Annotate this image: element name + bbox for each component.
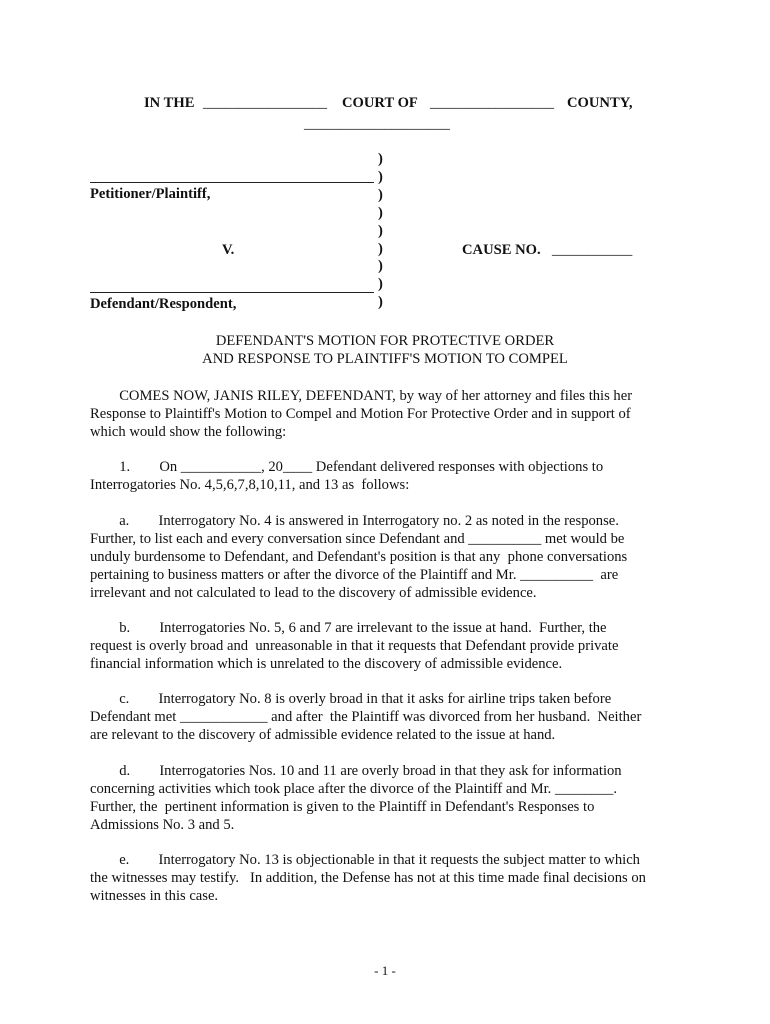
intro-line: COMES NOW, JANIS RILEY, DEFENDANT, by way of her attorney and files this her bbox=[90, 388, 633, 404]
caption-state-blank: ____________________ bbox=[304, 116, 450, 132]
caption-paren: ) bbox=[378, 276, 383, 292]
caption-county-blank: _________________ bbox=[430, 95, 555, 111]
document-title-line1: DEFENDANT'S MOTION FOR PROTECTIVE ORDER bbox=[215, 333, 555, 349]
paragraph-a-line: Further, to list each and every conversation since Defendant and __________ met would be bbox=[90, 531, 625, 547]
paragraph-1-line: 1. On ___________, 20____ Defendant delivered responses with objections to bbox=[90, 459, 604, 475]
paragraph-c-line: Defendant met ____________ and after the Plaintiff was divorced from her husband. Neither bbox=[90, 709, 642, 725]
caption-paren: ) bbox=[378, 241, 383, 257]
caption-paren: ) bbox=[378, 294, 383, 310]
intro-line: Response to Plaintiff's Motion to Compel and Motion For Protective Order and in support of bbox=[90, 406, 631, 422]
petitioner-signature-line bbox=[90, 182, 374, 183]
caption-paren: ) bbox=[378, 258, 383, 274]
paragraph-d-line: Further, the pertinent information is given to the Plaintiff in Defendant's Responses to bbox=[90, 799, 595, 815]
paragraph-a-line: irrelevant and not calculated to lead to the discovery of admissible evidence. bbox=[90, 585, 537, 601]
caption-county: COUNTY, bbox=[567, 95, 633, 111]
caption-in-the: IN THE bbox=[144, 95, 195, 111]
page-number: - 1 - bbox=[374, 963, 396, 978]
paragraph-b-line: request is overly broad and unreasonable in that it requests that Defendant provide private bbox=[90, 638, 619, 654]
caption-paren: ) bbox=[378, 169, 383, 185]
cause-no-label: CAUSE NO. bbox=[462, 242, 541, 258]
paragraph-e-line: e. Interrogatory No. 13 is objectionable in that it requests the subject matter to which bbox=[90, 852, 640, 868]
paragraph-d-line: concerning activities which took place after the divorce of the Plaintiff and Mr. ________. bbox=[90, 781, 617, 797]
paragraph-e-line: the witnesses may testify. In addition, the Defense has not at this time made final decisions on bbox=[90, 870, 646, 886]
caption-paren: ) bbox=[378, 151, 383, 167]
paragraph-1-line: Interrogatories No. 4,5,6,7,8,10,11, and 13 as follows: bbox=[90, 477, 410, 493]
paragraph-b-line: financial information which is unrelated to the discovery of admissible evidence. bbox=[90, 656, 563, 672]
petitioner-label: Petitioner/Plaintiff, bbox=[90, 186, 211, 202]
caption-paren: ) bbox=[378, 223, 383, 239]
paragraph-a-line: unduly burdensome to Defendant, and Defendant's position is that any phone conversations bbox=[90, 549, 628, 565]
paragraph-a-line: pertaining to business matters or after the divorce of the Plaintiff and Mr. __________ are bbox=[90, 567, 619, 583]
document-title-line2: AND RESPONSE TO PLAINTIFF'S MOTION TO COMPEL bbox=[202, 351, 568, 367]
caption-court-blank: _________________ bbox=[203, 95, 328, 111]
defendant-label: Defendant/Respondent, bbox=[90, 296, 237, 312]
versus-label: V. bbox=[222, 242, 235, 258]
paragraph-e-line: witnesses in this case. bbox=[90, 888, 219, 904]
paragraph-d-line: d. Interrogatories Nos. 10 and 11 are overly broad in that they ask for information bbox=[90, 763, 622, 779]
paragraph-d-line: Admissions No. 3 and 5. bbox=[90, 817, 235, 833]
defendant-signature-line bbox=[90, 292, 374, 293]
caption-court-of: COURT OF bbox=[342, 95, 418, 111]
paragraph-c-line: c. Interrogatory No. 8 is overly broad in that it asks for airline trips taken before bbox=[90, 691, 612, 707]
cause-no-blank: ___________ bbox=[552, 242, 633, 258]
caption-paren: ) bbox=[378, 205, 383, 221]
paragraph-a-line: a. Interrogatory No. 4 is answered in Interrogatory no. 2 as noted in the response. bbox=[90, 513, 619, 529]
caption-paren: ) bbox=[378, 187, 383, 203]
paragraph-b-line: b. Interrogatories No. 5, 6 and 7 are irrelevant to the issue at hand. Further, the bbox=[90, 620, 607, 636]
paragraph-c-line: are relevant to the discovery of admissible evidence related to the issue at hand. bbox=[90, 727, 556, 743]
intro-line: which would show the following: bbox=[90, 424, 287, 440]
